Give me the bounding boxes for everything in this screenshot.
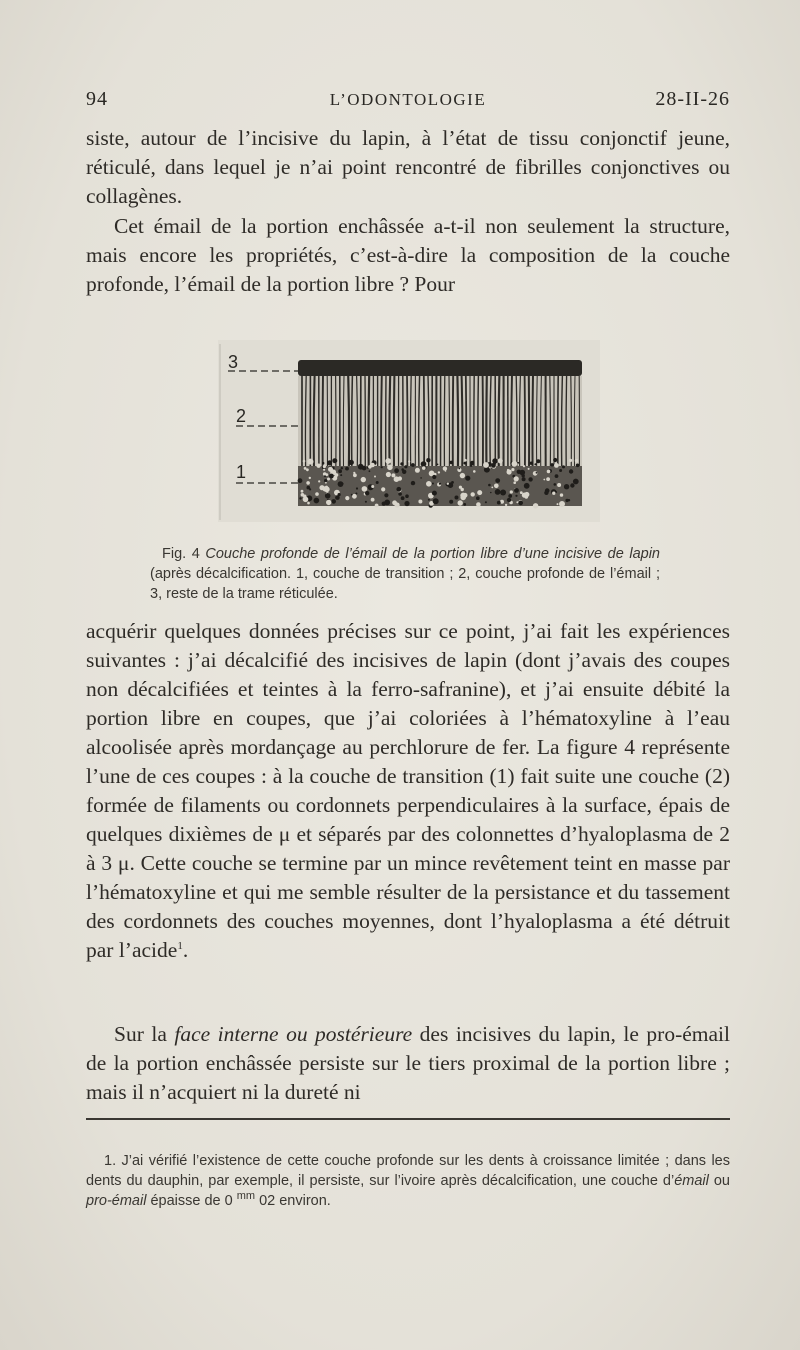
fibre-strand xyxy=(314,376,315,468)
granule xyxy=(437,464,439,466)
granule xyxy=(421,461,427,467)
granule xyxy=(381,487,385,491)
granule xyxy=(553,458,557,462)
granule xyxy=(338,481,344,487)
granule xyxy=(525,494,528,497)
granule xyxy=(523,465,525,467)
footnote-text-b: ou xyxy=(708,1172,730,1189)
granule xyxy=(550,463,553,466)
granule xyxy=(477,490,482,495)
granule xyxy=(546,477,550,481)
granule xyxy=(528,477,532,481)
granule xyxy=(449,500,453,504)
granule xyxy=(420,477,422,479)
paragraph-3-text: acquérir quelques données précises sur ce point, j’ai fait les expériences suivantes : j’ai décalcifié des incisives de lapin (dont j’avais des coupes non décalcifiées et teintes à la ferro-safranine), et j’ai ensuite débité la portion libre en coupes, que j’ai coloriées à l’hématoxyline à l’eau alcoolisée après mordançage au perchlorure de fer. La figure 4 représente l’une de ces coupes : à la couche de transition (1) fait suite une couche (2) formée de filaments ou cordonnets perpendiculaires à la surface, épais de quelques dixièmes de μ et séparés par des colonnettes d’hyaloplasma de 2 à 3 μ. Cette couche se termine par un mince revêtement teint en masse par l’hématoxyline et qui me semble résulter de la persistance et du tassement des cordonnets des couches moyennes, dont l’hyaloplasma a été détruit par l’acide xyxy=(86,619,730,962)
label-1: 1 xyxy=(236,462,247,482)
granule xyxy=(384,500,390,506)
figure-caption xyxy=(150,544,660,604)
paragraph-3-end: . xyxy=(182,938,189,962)
granule xyxy=(428,499,430,501)
granule xyxy=(557,503,559,505)
granule xyxy=(306,468,309,471)
granule xyxy=(485,501,487,503)
granule xyxy=(483,462,489,468)
granule xyxy=(517,462,519,464)
granule xyxy=(324,475,326,477)
granule xyxy=(308,459,314,465)
granule xyxy=(544,491,548,495)
granule xyxy=(401,468,404,471)
granule xyxy=(362,486,368,492)
granule xyxy=(345,467,349,471)
granule xyxy=(301,490,304,493)
caption-title: Couche profonde de l’émail de la portion libre d’une incisive de lapin xyxy=(205,546,660,562)
granule xyxy=(325,482,327,484)
granule xyxy=(443,466,447,470)
granule xyxy=(495,478,500,483)
granule xyxy=(327,460,332,465)
granule xyxy=(325,493,331,499)
fibre-strand xyxy=(532,376,533,468)
granule xyxy=(473,470,476,473)
footnote-emphasis-1: émail xyxy=(674,1172,709,1189)
granule xyxy=(554,463,559,468)
granule xyxy=(398,476,402,480)
granule xyxy=(505,504,507,506)
granule xyxy=(332,458,337,463)
granule xyxy=(547,470,551,474)
granule xyxy=(464,459,467,462)
fibre-strand xyxy=(343,376,344,468)
granule xyxy=(353,473,357,477)
fibre-strand xyxy=(566,376,567,468)
granule xyxy=(543,479,545,481)
granule xyxy=(488,484,491,487)
granule xyxy=(555,491,557,493)
granule xyxy=(394,468,399,473)
footnote-text-a: 1. J’ai vérifié l’existence de cette couche profonde sur les dents à croissance limitée ; dans les dents du dauphin, par exemple, il persiste, sur l’ivoire après décalcification, une couche d’ xyxy=(86,1152,730,1189)
granule xyxy=(356,487,358,489)
granule xyxy=(299,497,301,499)
footnote-1 xyxy=(86,1151,730,1211)
paragraph-4 xyxy=(86,1020,730,1107)
fibre-strand xyxy=(478,376,479,468)
granule xyxy=(387,465,393,471)
granule xyxy=(439,483,441,485)
fibre-strand xyxy=(462,376,463,468)
granule xyxy=(351,494,353,496)
paragraph-4-emphasis: face interne ou postérieure xyxy=(174,1022,413,1046)
granule xyxy=(554,483,557,486)
running-header xyxy=(86,88,730,118)
fibre-strand xyxy=(369,376,370,468)
granule xyxy=(369,470,371,472)
granule xyxy=(433,498,439,504)
fibre-strand xyxy=(419,376,420,468)
granule xyxy=(511,468,514,471)
granule xyxy=(411,463,415,467)
granule xyxy=(461,488,464,491)
fibre-strand xyxy=(410,376,411,468)
granule xyxy=(455,496,459,500)
granule xyxy=(476,496,480,500)
granule xyxy=(575,459,579,463)
granule xyxy=(371,498,375,502)
granule xyxy=(361,477,366,482)
fibre-strand xyxy=(389,376,390,468)
granule xyxy=(498,458,503,463)
granule xyxy=(432,491,437,496)
granule xyxy=(560,493,563,496)
fibre-strand xyxy=(348,376,349,468)
granule xyxy=(375,504,379,508)
granule xyxy=(490,492,492,494)
granule xyxy=(573,479,579,485)
granule xyxy=(515,495,517,497)
granule xyxy=(298,478,303,483)
label-2: 2 xyxy=(236,406,247,426)
granule xyxy=(426,458,430,462)
granule xyxy=(518,501,523,506)
fibre-strand xyxy=(305,376,306,468)
granule xyxy=(513,481,516,484)
granule xyxy=(569,459,572,462)
granule xyxy=(564,484,569,489)
granule xyxy=(565,499,568,502)
granule xyxy=(514,488,519,493)
granule xyxy=(495,489,501,495)
granule xyxy=(450,461,454,465)
fibre-strand xyxy=(516,376,517,468)
granule xyxy=(411,481,415,485)
granule xyxy=(400,462,403,465)
granule xyxy=(458,468,460,470)
granule xyxy=(559,469,562,472)
granule xyxy=(358,464,364,470)
granule xyxy=(401,496,405,500)
paragraph-4-rest: des incisives du lapin, le pro-émail de la portion enchâssée persiste sur le tiers proximal de la portion libre ; mais il n’acquiert ni la dureté ni xyxy=(86,1022,730,1104)
granule xyxy=(447,483,449,485)
granule xyxy=(559,501,565,507)
granule xyxy=(323,486,328,491)
granule xyxy=(528,468,530,470)
granule xyxy=(460,473,465,478)
granule xyxy=(471,492,475,496)
granule xyxy=(530,462,533,465)
granule xyxy=(522,477,526,481)
footnote-rule xyxy=(86,1118,730,1120)
fibre-strand xyxy=(394,376,395,468)
granule xyxy=(331,499,336,504)
granule xyxy=(463,503,466,506)
granule xyxy=(381,466,383,468)
granule xyxy=(365,501,367,503)
granule xyxy=(303,460,306,463)
granule xyxy=(398,492,402,496)
granule xyxy=(507,469,509,471)
granule xyxy=(340,474,342,476)
granule xyxy=(323,469,325,471)
paragraph-2: Cet émail de la portion enchâssée a-t-il non seulement la structure, mais encore les propriétés, c’est-à-dire la composition de la couche profonde, l’émail de la portion libre ? Pour xyxy=(86,214,730,296)
footnote-text-c: épaisse de 0 xyxy=(146,1192,237,1209)
issue-date: 28-II-26 xyxy=(655,88,730,110)
granule xyxy=(355,493,357,495)
granule xyxy=(465,476,470,481)
granule xyxy=(470,464,473,467)
fibre-strand xyxy=(571,376,572,468)
fibre-strand xyxy=(381,376,382,468)
granule xyxy=(387,462,389,464)
granule xyxy=(316,464,320,468)
granule xyxy=(510,490,513,493)
granule xyxy=(507,498,511,502)
page-number: 94 xyxy=(86,88,108,110)
granule xyxy=(391,473,395,477)
granule xyxy=(426,481,432,487)
granule xyxy=(370,463,375,468)
granule xyxy=(353,472,355,474)
granule xyxy=(536,459,540,463)
granule xyxy=(386,472,391,477)
fibre-strand xyxy=(550,376,551,468)
granule xyxy=(329,474,334,479)
granule xyxy=(384,493,388,497)
granule xyxy=(322,462,324,464)
granule xyxy=(307,502,310,505)
footnote-unit: mm xyxy=(236,1189,256,1202)
caption-label: Fig. 4 xyxy=(162,546,206,562)
granule xyxy=(494,484,499,489)
granule xyxy=(396,487,401,492)
granule xyxy=(327,478,330,481)
granule xyxy=(562,465,565,468)
paragraph-3 xyxy=(86,617,730,965)
fibre-strand xyxy=(457,376,458,468)
granule xyxy=(500,490,506,496)
granule xyxy=(309,488,311,490)
granule xyxy=(557,483,561,487)
granule xyxy=(338,469,342,473)
paragraph-1: siste, autour de l’incisive du lapin, à l’état de tissu conjonctif jeune, réticulé, dans lequel je n’ai point rencontré de fibrilles conjonctives ou collagènes. xyxy=(86,126,730,208)
granule xyxy=(352,494,357,499)
granule xyxy=(404,501,409,506)
footnote-emphasis-2: pro-émail xyxy=(86,1192,147,1209)
granule xyxy=(476,502,481,507)
paragraph-4-start: Sur la xyxy=(114,1022,175,1046)
granule xyxy=(422,466,426,470)
caption-legend: (après décalcification. 1, couche de transition ; 2, couche profonde de l’émail ; 3, reste de la trame réticulée. xyxy=(150,566,660,602)
granule xyxy=(345,496,349,500)
granule xyxy=(408,460,410,462)
granule xyxy=(324,479,327,482)
granule xyxy=(514,476,519,481)
granule xyxy=(349,460,354,465)
granule xyxy=(512,461,518,467)
granule xyxy=(415,468,420,473)
label-3: 3 xyxy=(228,352,239,372)
granule xyxy=(464,462,467,465)
enamel-micrograph xyxy=(218,340,600,522)
granule xyxy=(314,498,320,504)
granule xyxy=(536,472,538,474)
granule xyxy=(365,491,369,495)
granule xyxy=(432,483,434,485)
granule xyxy=(520,491,523,494)
granule xyxy=(516,501,518,503)
granule xyxy=(432,475,436,479)
granule xyxy=(395,502,400,507)
granule xyxy=(318,480,320,482)
figure-4 xyxy=(218,340,600,522)
granule xyxy=(458,500,463,505)
granule xyxy=(491,463,496,468)
granule xyxy=(438,471,440,473)
fibre-strand xyxy=(499,376,500,468)
granule xyxy=(404,465,407,468)
granule xyxy=(405,494,409,498)
granule xyxy=(524,483,530,489)
granule xyxy=(418,500,422,504)
granule xyxy=(371,485,374,488)
granule xyxy=(508,494,512,498)
granule xyxy=(533,503,538,508)
footnote-ref[interactable]: 1 xyxy=(177,939,183,952)
granule xyxy=(569,469,573,473)
granule xyxy=(552,492,555,495)
granule xyxy=(534,463,536,465)
granule xyxy=(338,493,341,496)
granule xyxy=(315,492,319,496)
granule xyxy=(325,473,328,476)
granule xyxy=(570,483,574,487)
fibre-strand xyxy=(562,376,563,468)
fibre-strand xyxy=(352,376,353,468)
granule xyxy=(497,501,501,505)
granule xyxy=(520,470,526,476)
footnote-text-d: 02 environ. xyxy=(255,1192,331,1209)
granule xyxy=(576,464,580,468)
granule xyxy=(374,476,376,478)
journal-title: L’ODONTOLOGIE xyxy=(329,90,487,109)
granule xyxy=(309,477,311,479)
fibre-strand xyxy=(511,376,512,468)
granule xyxy=(306,481,310,485)
granule xyxy=(341,467,343,469)
granule xyxy=(303,497,309,503)
granule xyxy=(555,474,559,478)
granule xyxy=(463,493,468,498)
granule xyxy=(491,487,493,489)
granule xyxy=(326,500,331,505)
granule xyxy=(307,487,309,489)
fibre-strand xyxy=(407,376,408,468)
granule xyxy=(492,458,497,463)
granule xyxy=(323,465,326,468)
granule xyxy=(376,481,379,484)
layer-3-band xyxy=(298,360,582,376)
